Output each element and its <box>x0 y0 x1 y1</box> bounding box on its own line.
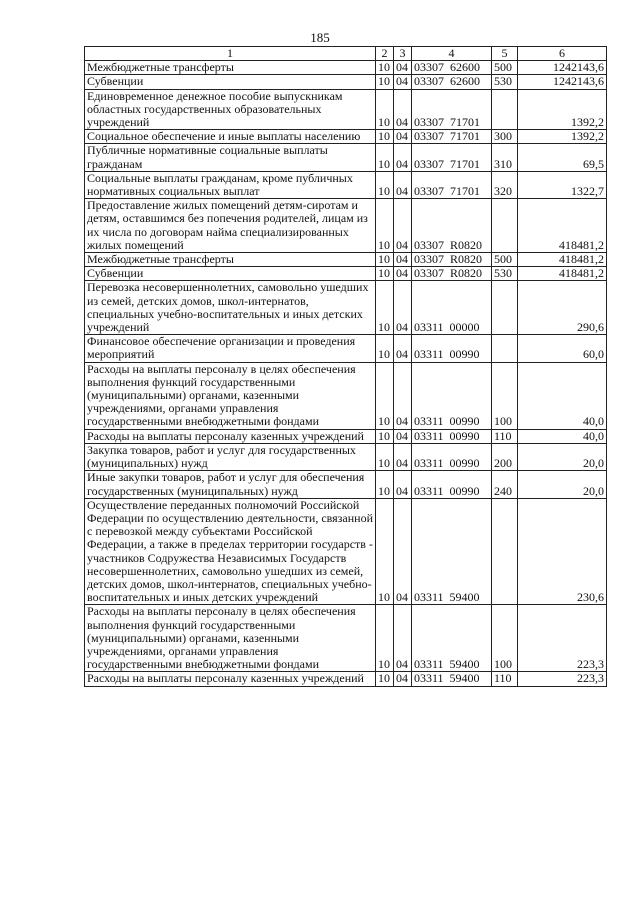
expense-type-code: 240 <box>492 471 518 498</box>
table-row <box>85 605 607 672</box>
amount-value: 290,6 <box>518 281 607 335</box>
row-description: Субвенции <box>85 267 376 281</box>
row-description: Осуществление переданных полномочий Российской Федерации по осуществлению деятельности, связанной с перевозкой между субъектами Российской Федерации, а также в пределах территории государств - участников Содружества Независимых Государств несовершеннолетних, самовольно ушедших из семей, детских домов, школ-интернатов, специальных учебно-воспитательных и иных детских учреждений <box>85 498 376 605</box>
amount-value: 1392,2 <box>518 89 607 130</box>
amount-value: 20,0 <box>518 471 607 498</box>
expense-type-code: 100 <box>492 362 518 429</box>
subsection-code: 04 <box>394 130 412 144</box>
section-code: 10 <box>376 199 394 253</box>
target-item-code: 03311 00990 <box>412 429 492 443</box>
target-item-code: 03311 00990 <box>412 335 492 362</box>
section-code: 10 <box>376 61 394 75</box>
column-header: 4 <box>412 47 492 61</box>
target-item-code: 03311 00000 <box>412 281 492 335</box>
subsection-code: 04 <box>394 267 412 281</box>
subsection-code: 04 <box>394 89 412 130</box>
target-item-code: 03307 71701 <box>412 171 492 198</box>
target-item-code: 03307 62600 <box>412 61 492 75</box>
column-header: 5 <box>492 47 518 61</box>
amount-value: 20,0 <box>518 443 607 470</box>
section-code: 10 <box>376 267 394 281</box>
target-item-code: 03307 71701 <box>412 130 492 144</box>
subsection-code: 04 <box>394 443 412 470</box>
target-item-code: 03307 71701 <box>412 144 492 171</box>
target-item-code: 03307 71701 <box>412 89 492 130</box>
row-description: Расходы на выплаты персоналу в целях обеспечения выполнения функций государственными (муниципальными) органами, казенными учреждениями, органами управления государственными внебюджетными фондами <box>85 605 376 672</box>
amount-value: 418481,2 <box>518 199 607 253</box>
table-row <box>85 267 607 281</box>
row-description: Расходы на выплаты персоналу в целях обеспечения выполнения функций государственными (муниципальными) органами, казенными учреждениями, органами управления государственными внебюджетными фондами <box>85 362 376 429</box>
subsection-code: 04 <box>394 498 412 605</box>
table-row <box>85 171 607 198</box>
row-description: Закупка товаров, работ и услуг для государственных (муниципальных) нужд <box>85 443 376 470</box>
section-code: 10 <box>376 672 394 686</box>
column-header: 6 <box>518 47 607 61</box>
amount-value: 1242143,6 <box>518 75 607 89</box>
row-description: Межбюджетные трансферты <box>85 61 376 75</box>
section-code: 10 <box>376 253 394 267</box>
section-code: 10 <box>376 89 394 130</box>
table-row <box>85 362 607 429</box>
amount-value: 40,0 <box>518 362 607 429</box>
header-row <box>85 47 607 61</box>
table-row <box>85 443 607 470</box>
row-description: Предоставление жилых помещений детям-сиротам и детям, оставшимся без попечения родителей, лицам из их числа по договорам найма специализированных жилых помещений <box>85 199 376 253</box>
amount-value: 223,3 <box>518 605 607 672</box>
subsection-code: 04 <box>394 335 412 362</box>
target-item-code: 03311 00990 <box>412 471 492 498</box>
target-item-code: 03311 00990 <box>412 443 492 470</box>
amount-value: 1242143,6 <box>518 61 607 75</box>
expense-type-code <box>492 281 518 335</box>
subsection-code: 04 <box>394 605 412 672</box>
expense-type-code: 530 <box>492 75 518 89</box>
subsection-code: 04 <box>394 199 412 253</box>
table-row <box>85 471 607 498</box>
subsection-code: 04 <box>394 281 412 335</box>
subsection-code: 04 <box>394 672 412 686</box>
subsection-code: 04 <box>394 61 412 75</box>
row-description: Единовременное денежное пособие выпускникам областных государственных образовательных учреждений <box>85 89 376 130</box>
target-item-code: 03311 00990 <box>412 362 492 429</box>
expense-type-code: 110 <box>492 429 518 443</box>
table-row <box>85 199 607 253</box>
page-number: 185 <box>310 30 330 45</box>
expense-type-code <box>492 199 518 253</box>
subsection-code: 04 <box>394 171 412 198</box>
target-item-code: 03311 59400 <box>412 498 492 605</box>
row-description: Финансовое обеспечение организации и проведения мероприятий <box>85 335 376 362</box>
amount-value: 223,3 <box>518 672 607 686</box>
section-code: 10 <box>376 335 394 362</box>
target-item-code: 03307 62600 <box>412 75 492 89</box>
table-row <box>85 498 607 605</box>
section-code: 10 <box>376 471 394 498</box>
table-row <box>85 130 607 144</box>
subsection-code: 04 <box>394 253 412 267</box>
table-row <box>85 89 607 130</box>
expense-type-code <box>492 335 518 362</box>
section-code: 10 <box>376 75 394 89</box>
column-header: 1 <box>85 47 376 61</box>
table-row <box>85 61 607 75</box>
amount-value: 418481,2 <box>518 253 607 267</box>
section-code: 10 <box>376 130 394 144</box>
target-item-code: 03307 R0820 <box>412 199 492 253</box>
row-description: Публичные нормативные социальные выплаты гражданам <box>85 144 376 171</box>
subsection-code: 04 <box>394 144 412 171</box>
subsection-code: 04 <box>394 471 412 498</box>
row-description: Расходы на выплаты персоналу казенных учреждений <box>85 672 376 686</box>
expense-type-code: 500 <box>492 253 518 267</box>
expense-type-code: 500 <box>492 61 518 75</box>
table-row <box>85 429 607 443</box>
row-description: Иные закупки товаров, работ и услуг для обеспечения государственных (муниципальных) нужд <box>85 471 376 498</box>
row-description: Субвенции <box>85 75 376 89</box>
table-row <box>85 253 607 267</box>
section-code: 10 <box>376 429 394 443</box>
expense-type-code: 110 <box>492 672 518 686</box>
subsection-code: 04 <box>394 75 412 89</box>
expense-type-code: 100 <box>492 605 518 672</box>
subsection-code: 04 <box>394 429 412 443</box>
row-description: Межбюджетные трансферты <box>85 253 376 267</box>
table-row <box>85 672 607 686</box>
subsection-code: 04 <box>394 362 412 429</box>
section-code: 10 <box>376 498 394 605</box>
row-description: Расходы на выплаты персоналу казенных учреждений <box>85 429 376 443</box>
expense-type-code: 310 <box>492 144 518 171</box>
target-item-code: 03307 R0820 <box>412 253 492 267</box>
amount-value: 40,0 <box>518 429 607 443</box>
target-item-code: 03307 R0820 <box>412 267 492 281</box>
section-code: 10 <box>376 443 394 470</box>
expense-type-code <box>492 498 518 605</box>
table-row <box>85 75 607 89</box>
section-code: 10 <box>376 362 394 429</box>
expense-type-code: 200 <box>492 443 518 470</box>
section-code: 10 <box>376 171 394 198</box>
target-item-code: 03311 59400 <box>412 605 492 672</box>
section-code: 10 <box>376 144 394 171</box>
expense-type-code: 530 <box>492 267 518 281</box>
expense-type-code: 300 <box>492 130 518 144</box>
row-description: Социальное обеспечение и иные выплаты населению <box>85 130 376 144</box>
row-description: Перевозка несовершеннолетних, самовольно ушедших из семей, детских домов, школ-интернатов, специальных учебно-воспитательных и иных детских учреждений <box>85 281 376 335</box>
table-row <box>85 281 607 335</box>
amount-value: 69,5 <box>518 144 607 171</box>
section-code: 10 <box>376 605 394 672</box>
section-code: 10 <box>376 281 394 335</box>
amount-value: 60,0 <box>518 335 607 362</box>
amount-value: 418481,2 <box>518 267 607 281</box>
table-row <box>85 335 607 362</box>
expense-type-code: 320 <box>492 171 518 198</box>
amount-value: 230,6 <box>518 498 607 605</box>
column-header: 2 <box>376 47 394 61</box>
amount-value: 1392,2 <box>518 130 607 144</box>
row-description: Социальные выплаты гражданам, кроме публичных нормативных социальных выплат <box>85 171 376 198</box>
amount-value: 1322,7 <box>518 171 607 198</box>
budget-table <box>84 46 607 687</box>
target-item-code: 03311 59400 <box>412 672 492 686</box>
expense-type-code <box>492 89 518 130</box>
column-header: 3 <box>394 47 412 61</box>
table-row <box>85 144 607 171</box>
